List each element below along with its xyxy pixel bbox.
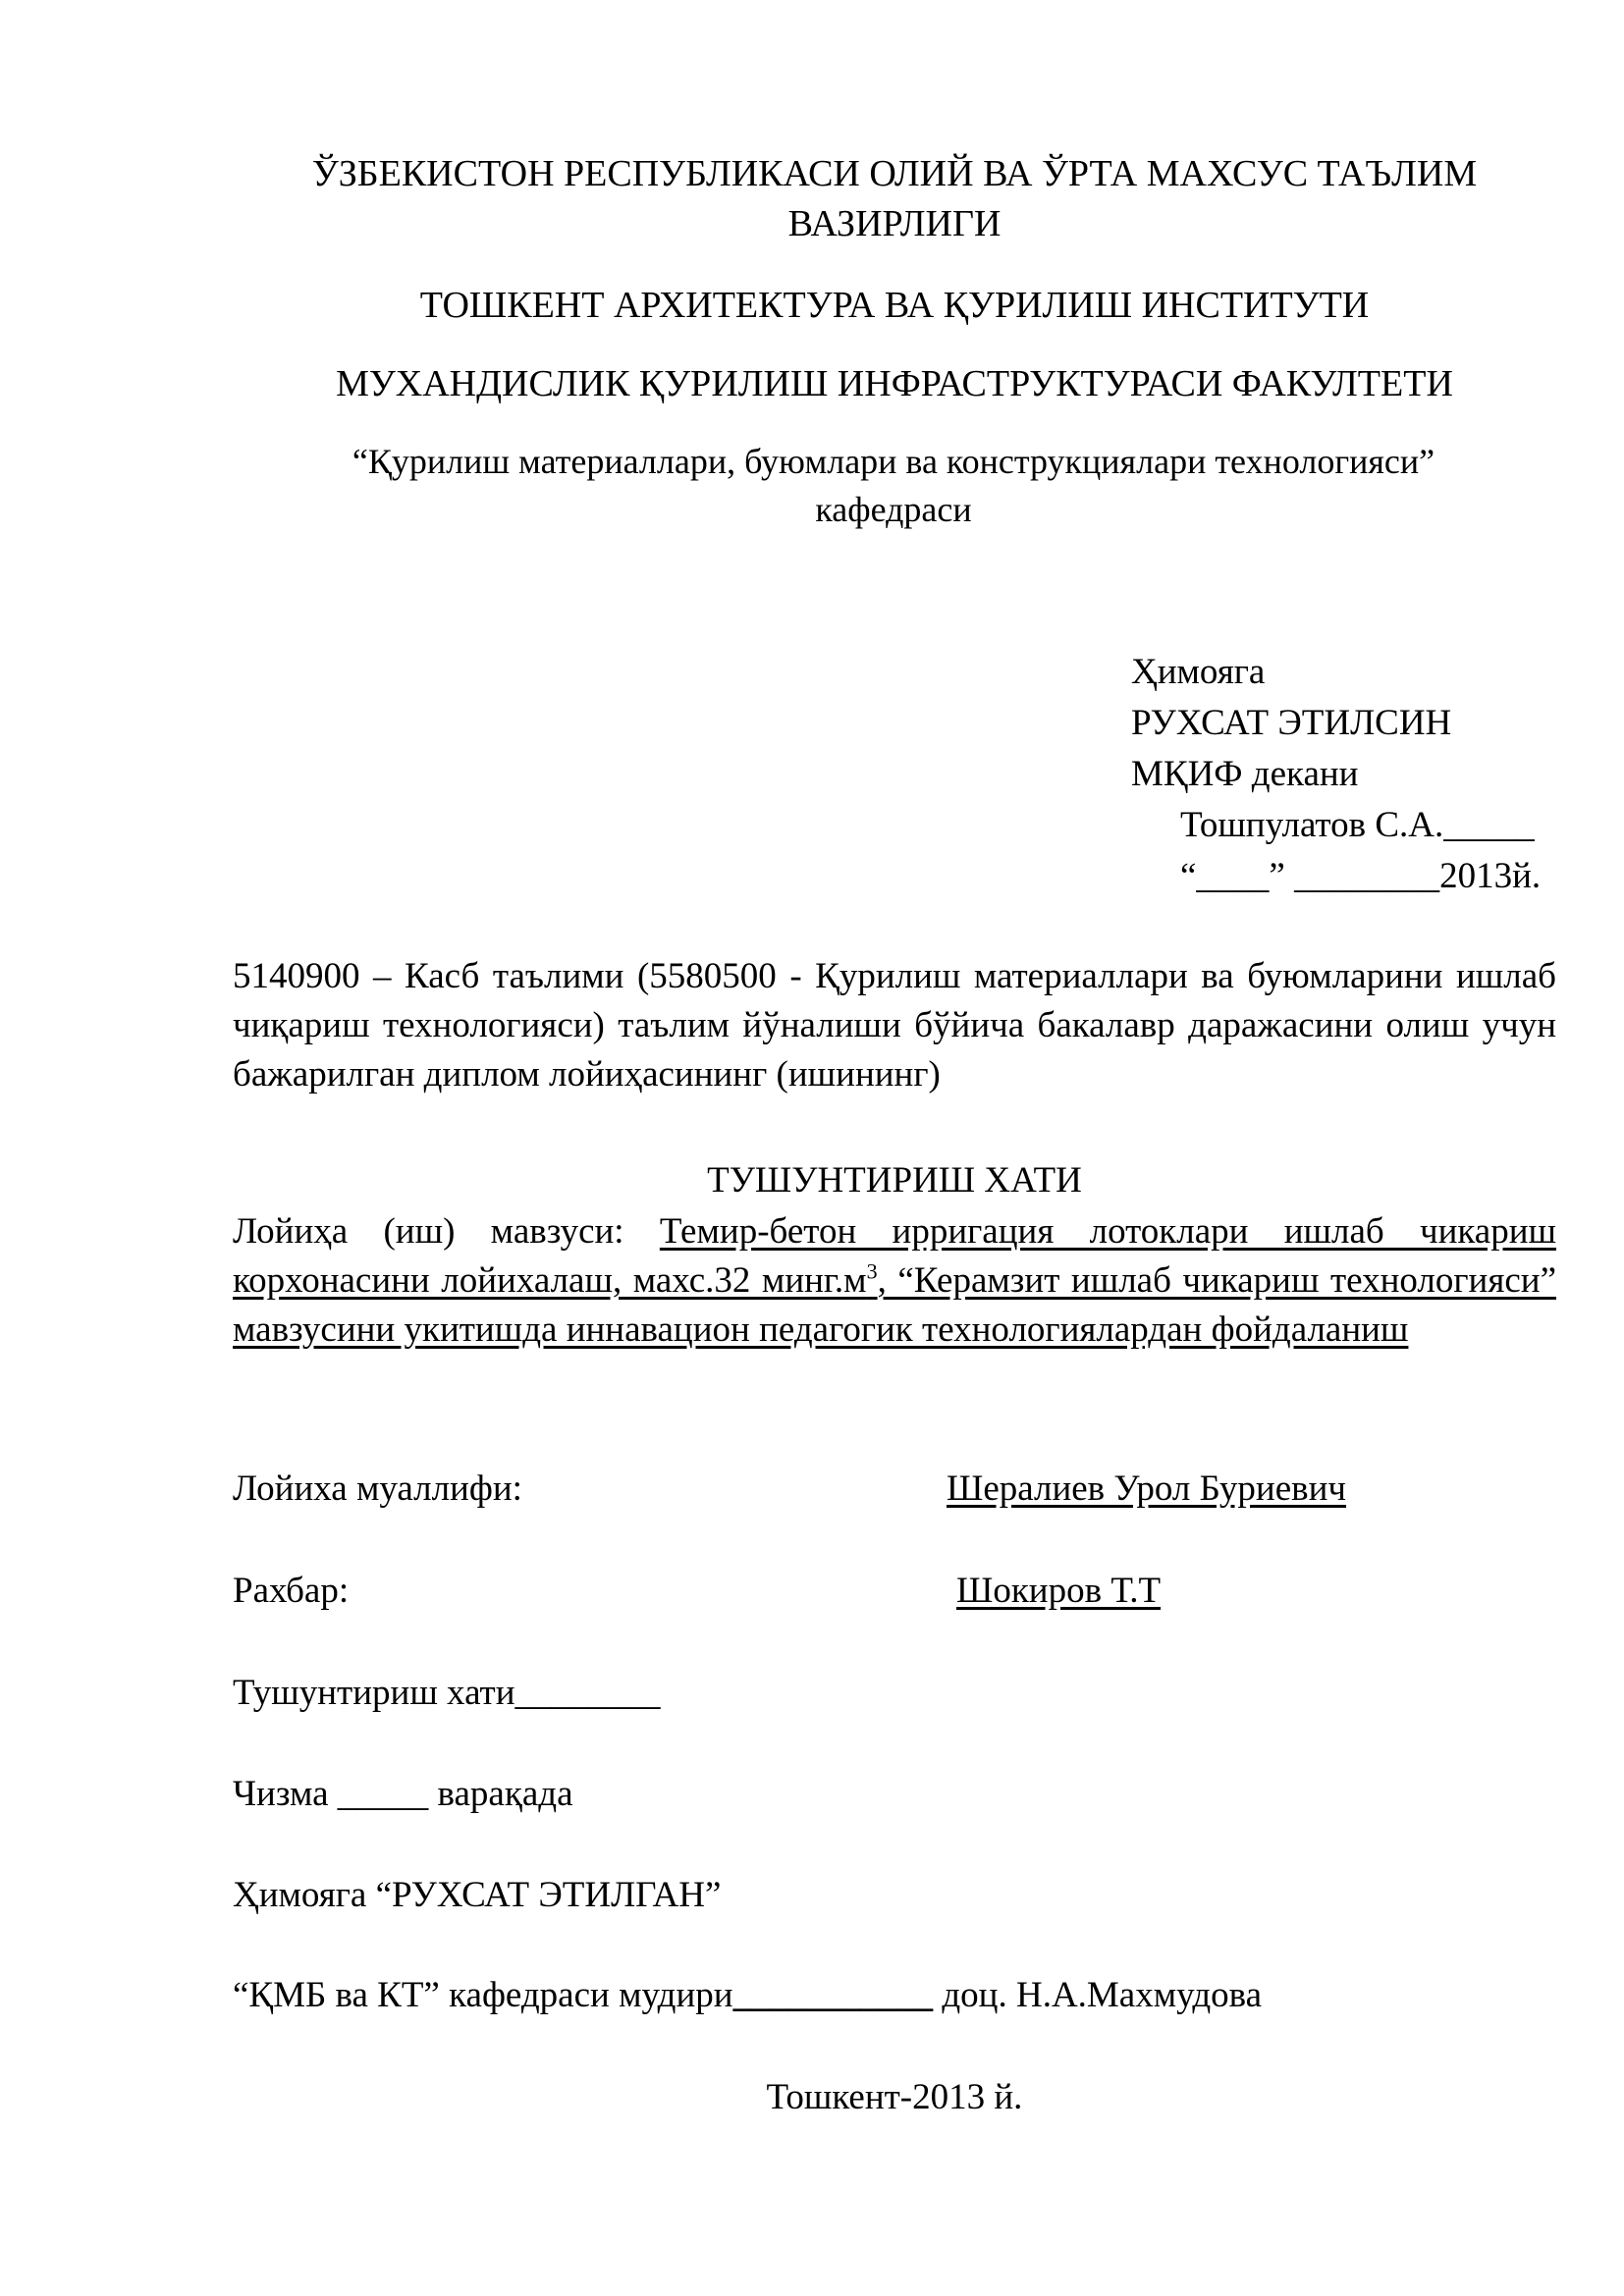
supervisor-value: Шокиров Т.Т — [956, 1571, 1162, 1611]
faculty-heading: МУХАНДИСЛИК ҚУРИЛИШ ИНФРАСТРУКТУРАСИ ФАКУЛТЕТИ — [336, 363, 1453, 404]
permitted-line: Ҳимояга “РУХСАТ ЭТИЛГАН” — [233, 1875, 722, 1915]
author-value: Шералиев Урол Буриевич — [947, 1468, 1346, 1509]
approval-date: “____” ________2013й. — [1180, 856, 1542, 896]
drawing-pages-line: Чизма _____ варақада — [233, 1774, 573, 1814]
approval-line-1: Ҳимояга — [1131, 652, 1266, 692]
approval-line-3: МҚИФ декани — [1131, 754, 1359, 794]
department-head-name: доц. Н.А.Махмудова — [933, 1975, 1263, 2015]
document-title: ТУШУНТИРИШ ХАТИ — [707, 1160, 1082, 1201]
approval-dean-name: Тошпулатов С.А._____ — [1180, 805, 1535, 845]
topic-text: Темир-бетон ирригация лотоклари ишлаб чикариш корхонасини лойихалаш, махс.32 $минг.м^3$, “Керамзит ишлаб чикариш технологияси” мавзусини укитишда иннавацион педагогик технологиялардан фойдаланиш — [233, 1211, 1557, 1350]
topic-paragraph — [233, 1207, 1556, 1355]
author-label: Лойиха муаллифи: — [233, 1468, 522, 1509]
intro-paragraph: 5140900 – Касб таълими (5580500 - Қурилиш материаллари ва буюмларини ишлаб чиқариш технологияси) таълим йўналиши бўйича бакалавр даражасини олиш учун бажарилган диплом лойиҳасининг (ишининг) — [233, 956, 1556, 1095]
approval-line-2: РУХСАТ ЭТИЛСИН — [1131, 703, 1452, 743]
footer-city-year: Тошкент-2013 й. — [766, 2077, 1023, 2117]
topic-label: Лойиҳа (иш) мавзуси: — [233, 1211, 624, 1252]
department-head-line — [233, 1971, 1262, 2020]
department-heading: “Қурилиш материаллари, буюмлари ва конструкциялари технологияси” кафедраси — [352, 442, 1435, 529]
ministry-heading: ЎЗБЕКИСТОН РЕСПУБЛИКАСИ ОЛИЙ ВА ЎРТА МАХСУС ТАЪЛИМ ВАЗИРЛИГИ — [311, 153, 1478, 245]
note-pages-line: Тушунтириш хати________ — [233, 1673, 661, 1713]
supervisor-label: Рахбар: — [233, 1571, 350, 1611]
institute-heading: ТОШКЕНТ АРХИТЕКТУРА ВА ҚУРИЛИШ ИНСТИТУТИ — [419, 285, 1370, 326]
department-head-label: “ҚМБ ва КТ” кафедраси мудири — [233, 1975, 733, 2015]
signature-blank: ___________ — [732, 1975, 934, 2015]
